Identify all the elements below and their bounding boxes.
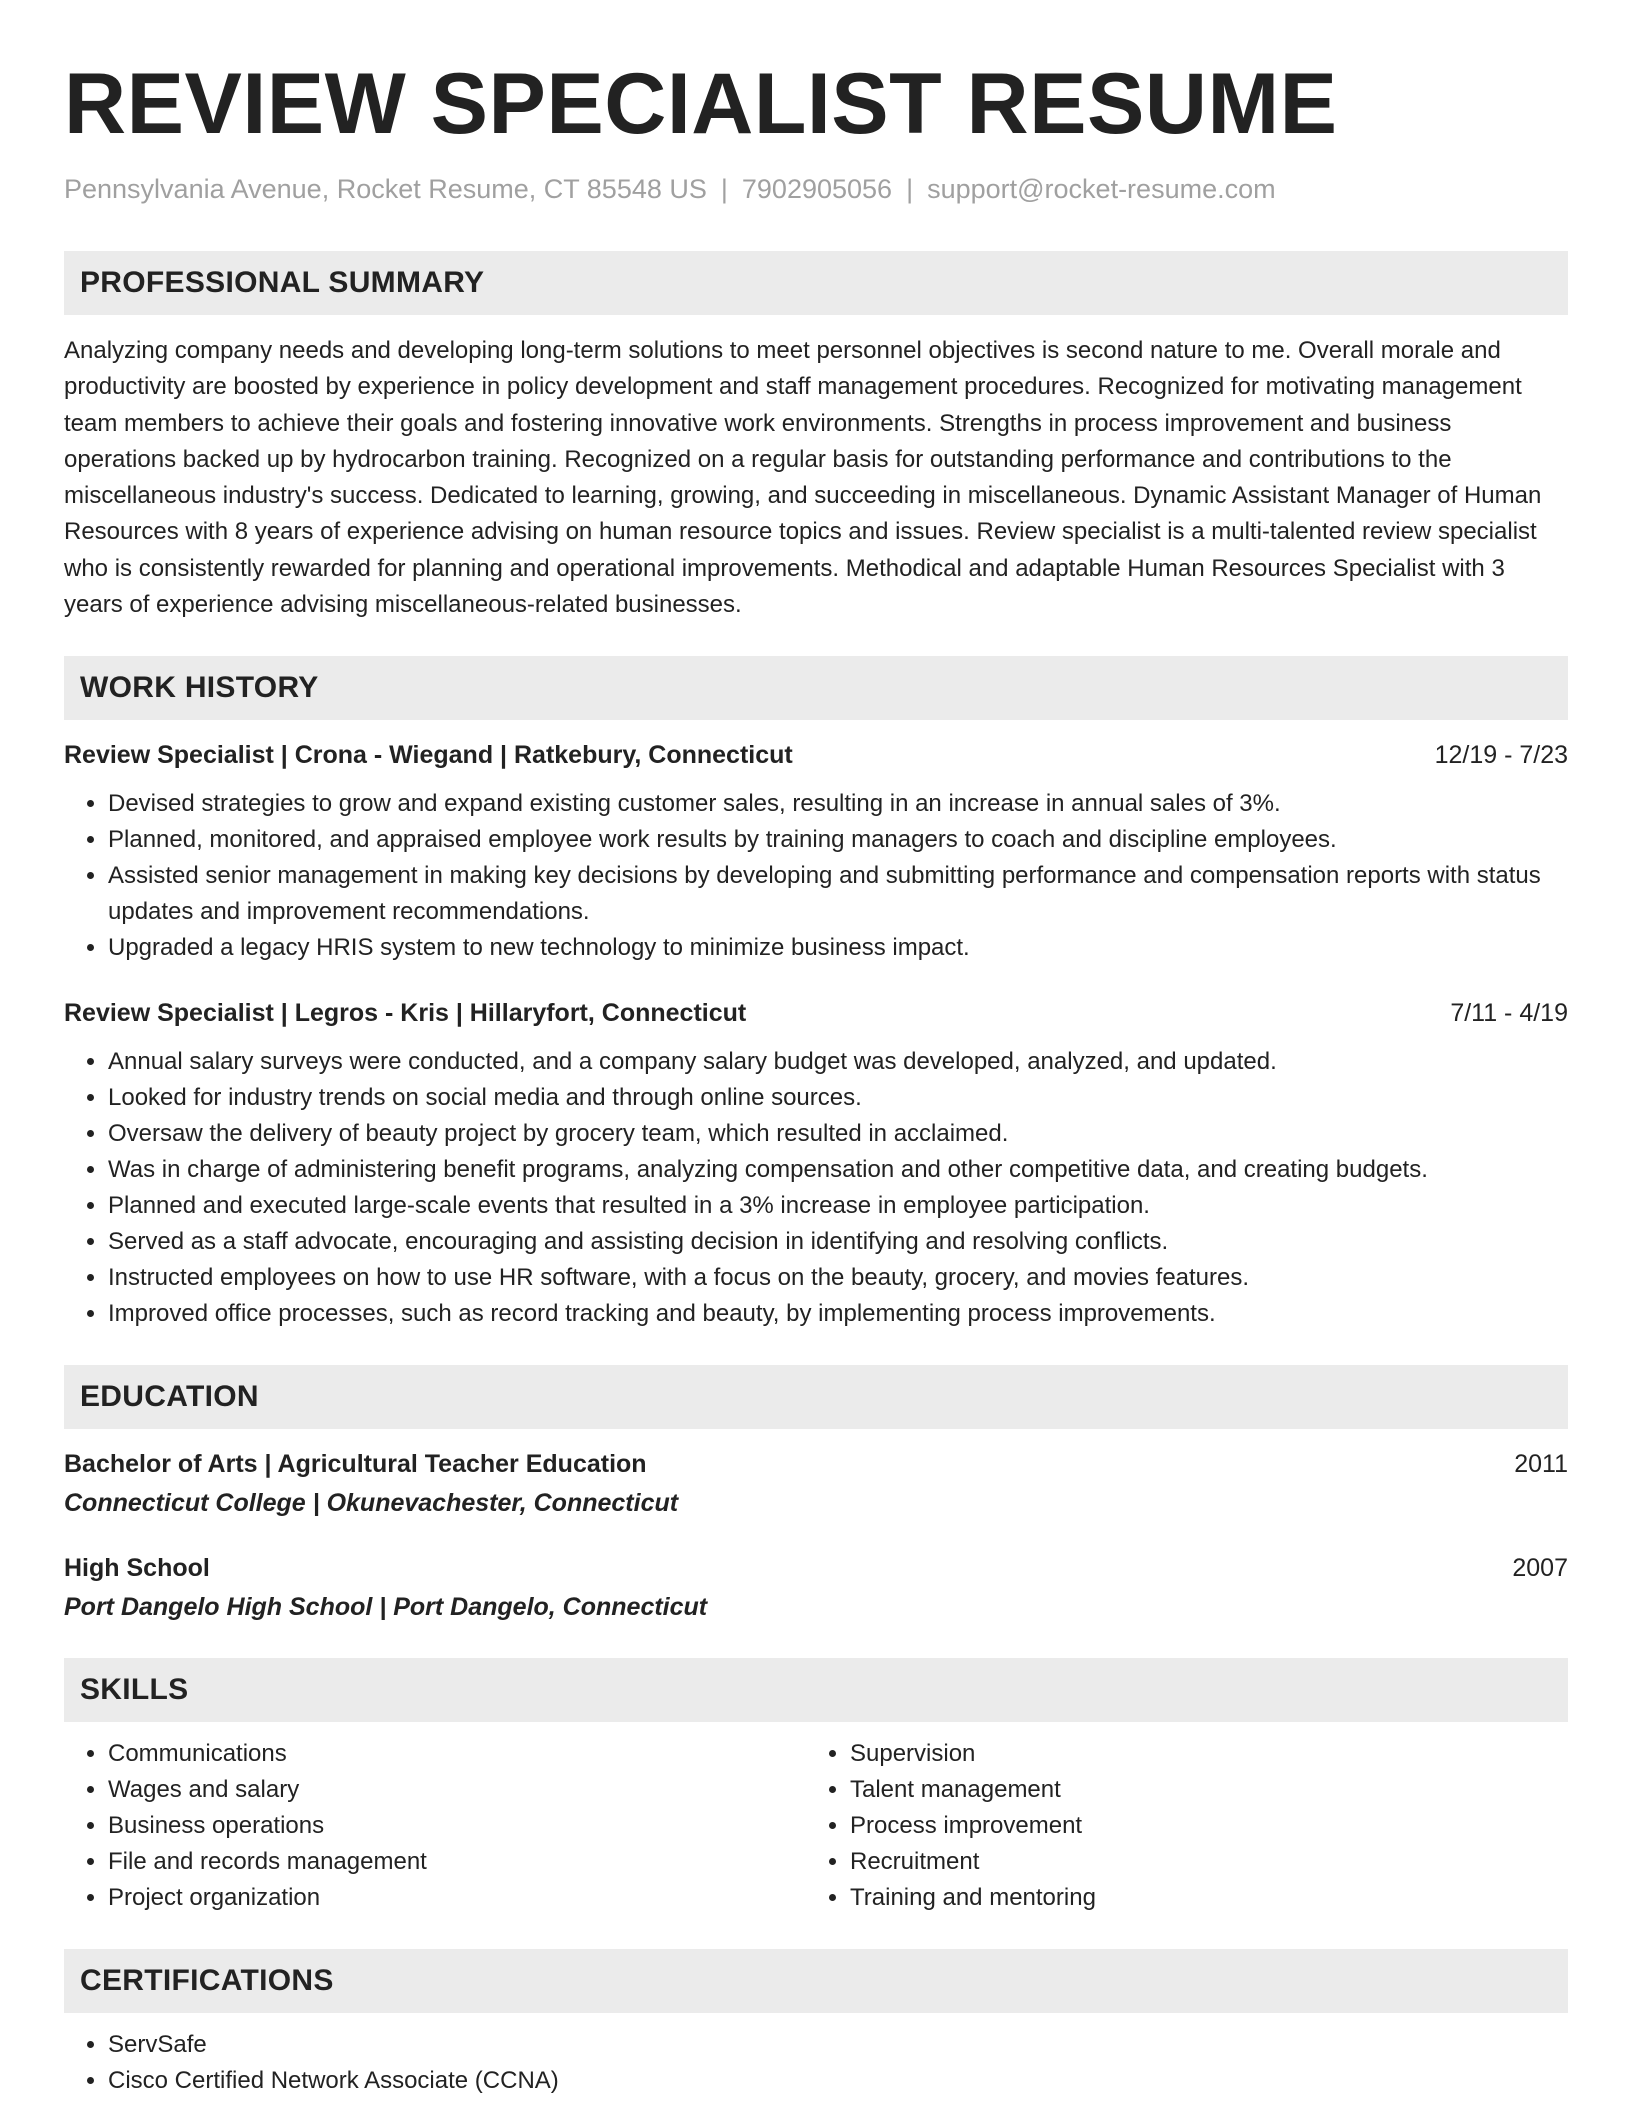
section-header-work-history: WORK HISTORY [64, 656, 1568, 720]
contact-email: support@rocket-resume.com [927, 174, 1276, 204]
education-header [64, 1447, 1568, 1481]
resume-title: REVIEW SPECIALIST RESUME [64, 56, 1338, 152]
list-item: • Served as a staff advocate, encouraging and assisting decision in identifying and resolving conflicts. [108, 1224, 1568, 1260]
list-item: • Improved office processes, such as record tracking and beauty, by implementing process improvements. [108, 1296, 1568, 1332]
list-item: • Supervision [850, 1736, 1548, 1772]
education-year: 2007 [1512, 1554, 1568, 1583]
section-header-certifications: CERTIFICATIONS [64, 1949, 1568, 2013]
job-dates: 7/11 - 4/19 [1450, 999, 1568, 1028]
list-item: • Annual salary surveys were conducted, and a company salary budget was developed, analyzed, and updated. [108, 1044, 1568, 1080]
education-year: 2011 [1514, 1450, 1568, 1479]
skills-columns [64, 1736, 1568, 1916]
summary-text: Analyzing company needs and developing long-term solutions to meet personnel objectives is second nature to me. Overall morale and productivity are boosted by experience in policy development and staff management procedures. Recognized for motivating management team members to achieve their goals and fostering innovative work environments. Strengths in process improvement and business operations backed up by hydrocarbon training. Recognized on a regular basis for outstanding performance and contributions to the miscellaneous industry's success. Dedicated to learning, growing, and succeeding in miscellaneous. Dynamic Assistant Manager of Human Resources with 8 years of experience advising on human resource topics and issues. Review specialist is a multi-talented review specialist who is consistently rewarded for planning and operational improvements. Methodical and adaptable Human Resources Specialist with 3 years of experience advising miscellaneous-related businesses. [64, 337, 1542, 619]
list-item: • Planned, monitored, and appraised employee work results by training managers to coach and discipline employees. [108, 822, 1568, 858]
education-school: Connecticut College | Okunevachester, Connecticut [64, 1489, 679, 1518]
education-header [64, 1551, 1568, 1585]
list-item: • Project organization [108, 1880, 806, 1916]
list-item: • File and records management [108, 1844, 806, 1880]
section-header-summary: PROFESSIONAL SUMMARY [64, 251, 1568, 315]
job-dates: 12/19 - 7/23 [1434, 741, 1568, 770]
list-item: • Communications [108, 1736, 806, 1772]
list-item: • Was in charge of administering benefit programs, analyzing compensation and other competitive data, and creating budgets. [108, 1152, 1568, 1188]
education-degree: High School [64, 1554, 210, 1583]
list-item: • Business operations [108, 1808, 806, 1844]
certifications-list [64, 2027, 1568, 2099]
list-item: • ServSafe [108, 2027, 1568, 2063]
section-header-education: EDUCATION [64, 1365, 1568, 1429]
list-item: • Instructed employees on how to use HR software, with a focus on the beauty, grocery, and movies features. [108, 1260, 1568, 1296]
contact-line [64, 172, 1568, 206]
job-entry [64, 738, 1568, 966]
education-entry [64, 1447, 1568, 1521]
job-header [64, 996, 1568, 1030]
job-title: Review Specialist | Legros - Kris | Hillaryfort, Connecticut [64, 999, 747, 1028]
list-item: • Oversaw the delivery of beauty project by grocery team, which resulted in acclaimed. [108, 1116, 1568, 1152]
skills-list-right [806, 1736, 1548, 1916]
list-item: • Wages and salary [108, 1772, 806, 1808]
list-item: • Training and mentoring [850, 1880, 1548, 1916]
contact-address: Pennsylvania Avenue, Rocket Resume, CT 85548 US [64, 174, 707, 204]
list-item: • Devised strategies to grow and expand existing customer sales, resulting in an increase in annual sales of 3%. [108, 786, 1568, 822]
education-school: Port Dangelo High School | Port Dangelo, Connecticut [64, 1593, 708, 1622]
contact-phone: 7902905056 [741, 174, 893, 204]
skills-list-left [64, 1736, 806, 1916]
list-item: • Process improvement [850, 1808, 1548, 1844]
job-header [64, 738, 1568, 772]
list-item: • Upgraded a legacy HRIS system to new technology to minimize business impact. [108, 930, 1568, 966]
contact-separator: | [720, 174, 728, 204]
list-item: • Talent management [850, 1772, 1548, 1808]
contact-separator: | [906, 174, 914, 204]
job-bullets [64, 1044, 1568, 1332]
job-entry [64, 996, 1568, 1332]
section-header-skills: SKILLS [64, 1658, 1568, 1722]
education-degree: Bachelor of Arts | Agricultural Teacher Education [64, 1450, 647, 1479]
job-bullets [64, 786, 1568, 966]
education-entry [64, 1551, 1568, 1625]
list-item: • Cisco Certified Network Associate (CCNA) [108, 2063, 1568, 2099]
list-item: • Recruitment [850, 1844, 1548, 1880]
job-title: Review Specialist | Crona - Wiegand | Ratkebury, Connecticut [64, 741, 793, 770]
list-item: • Looked for industry trends on social media and through online sources. [108, 1080, 1568, 1116]
list-item: • Assisted senior management in making key decisions by developing and submitting performance and compensation reports with status updates and improvement recommendations. [108, 858, 1568, 930]
list-item: • Planned and executed large-scale events that resulted in a 3% increase in employee participation. [108, 1188, 1568, 1224]
